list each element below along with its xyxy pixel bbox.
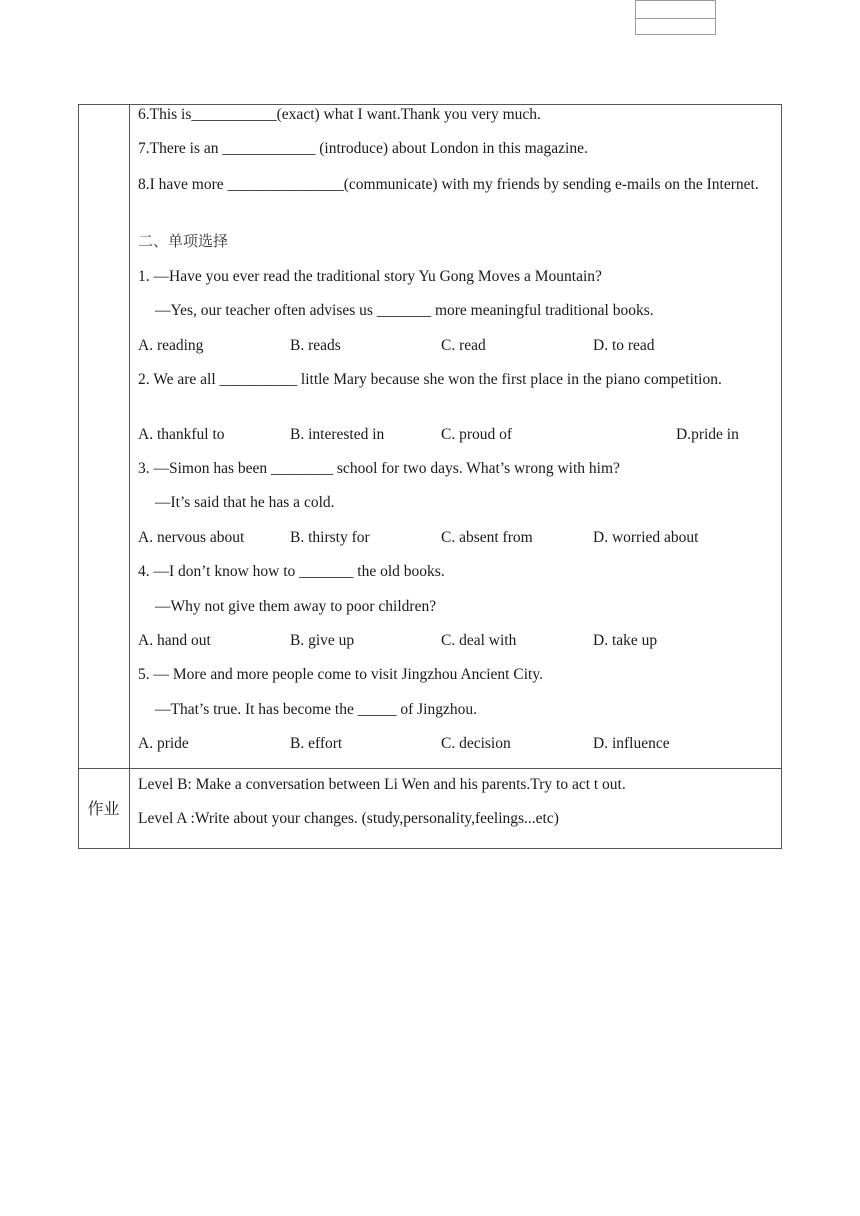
option-4d: D. take up bbox=[593, 632, 658, 649]
option-1a: A. reading bbox=[138, 337, 204, 354]
option-3c: C. absent from bbox=[441, 529, 533, 546]
fill-in-item-7: 7.There is an ____________ (introduce) about London in this magazine. bbox=[138, 140, 588, 157]
homework-level-a: Level A :Write about your changes. (study,personality,feelings...etc) bbox=[138, 810, 559, 827]
homework-level-b: Level B: Make a conversation between Li Wen and his parents.Try to act t out. bbox=[138, 776, 626, 793]
question-1-reply: —Yes, our teacher often advises us _______ more meaningful traditional books. bbox=[155, 302, 654, 319]
option-4a: A. hand out bbox=[138, 632, 211, 649]
fill-in-item-8: 8.I have more _______________(communicate) with my friends by sending e-mails on the Internet. bbox=[138, 176, 759, 193]
option-3b: B. thirsty for bbox=[290, 529, 370, 546]
question-3: 3. —Simon has been ________ school for two days. What’s wrong with him? bbox=[138, 460, 620, 477]
option-1c: C. read bbox=[441, 337, 486, 354]
option-5a: A. pride bbox=[138, 735, 189, 752]
question-3-reply: —It’s said that he has a cold. bbox=[155, 494, 335, 511]
option-3a: A. nervous about bbox=[138, 529, 245, 546]
question-1: 1. —Have you ever read the traditional story Yu Gong Moves a Mountain? bbox=[138, 268, 602, 285]
option-2d: D.pride in bbox=[676, 426, 739, 443]
table-column-divider bbox=[129, 104, 130, 849]
question-4-reply: —Why not give them away to poor children? bbox=[155, 598, 437, 615]
option-2b: B. interested in bbox=[290, 426, 385, 443]
question-5-reply: —That’s true. It has become the _____ of Jingzhou. bbox=[155, 701, 477, 718]
header-box-divider bbox=[636, 18, 715, 19]
header-box bbox=[635, 0, 716, 35]
option-1d: D. to read bbox=[593, 337, 655, 354]
question-4: 4. —I don’t know how to _______ the old books. bbox=[138, 563, 445, 580]
question-5: 5. — More and more people come to visit Jingzhou Ancient City. bbox=[138, 666, 543, 683]
fill-in-item-6: 6.This is___________(exact) what I want.Thank you very much. bbox=[138, 106, 541, 123]
option-5b: B. effort bbox=[290, 735, 343, 752]
section-title: 二、单项选择 bbox=[138, 232, 229, 250]
option-2a: A. thankful to bbox=[138, 426, 225, 443]
option-4b: B. give up bbox=[290, 632, 355, 649]
table-row-divider bbox=[78, 768, 782, 769]
question-2: 2. We are all __________ little Mary because she won the first place in the piano competition. bbox=[138, 371, 722, 388]
homework-label: 作业 bbox=[87, 799, 120, 818]
option-3d: D. worried about bbox=[593, 529, 699, 546]
option-5c: C. decision bbox=[441, 735, 511, 752]
option-2c: C. proud of bbox=[441, 426, 513, 443]
option-4c: C. deal with bbox=[441, 632, 517, 649]
option-5d: D. influence bbox=[593, 735, 670, 752]
option-1b: B. reads bbox=[290, 337, 341, 354]
